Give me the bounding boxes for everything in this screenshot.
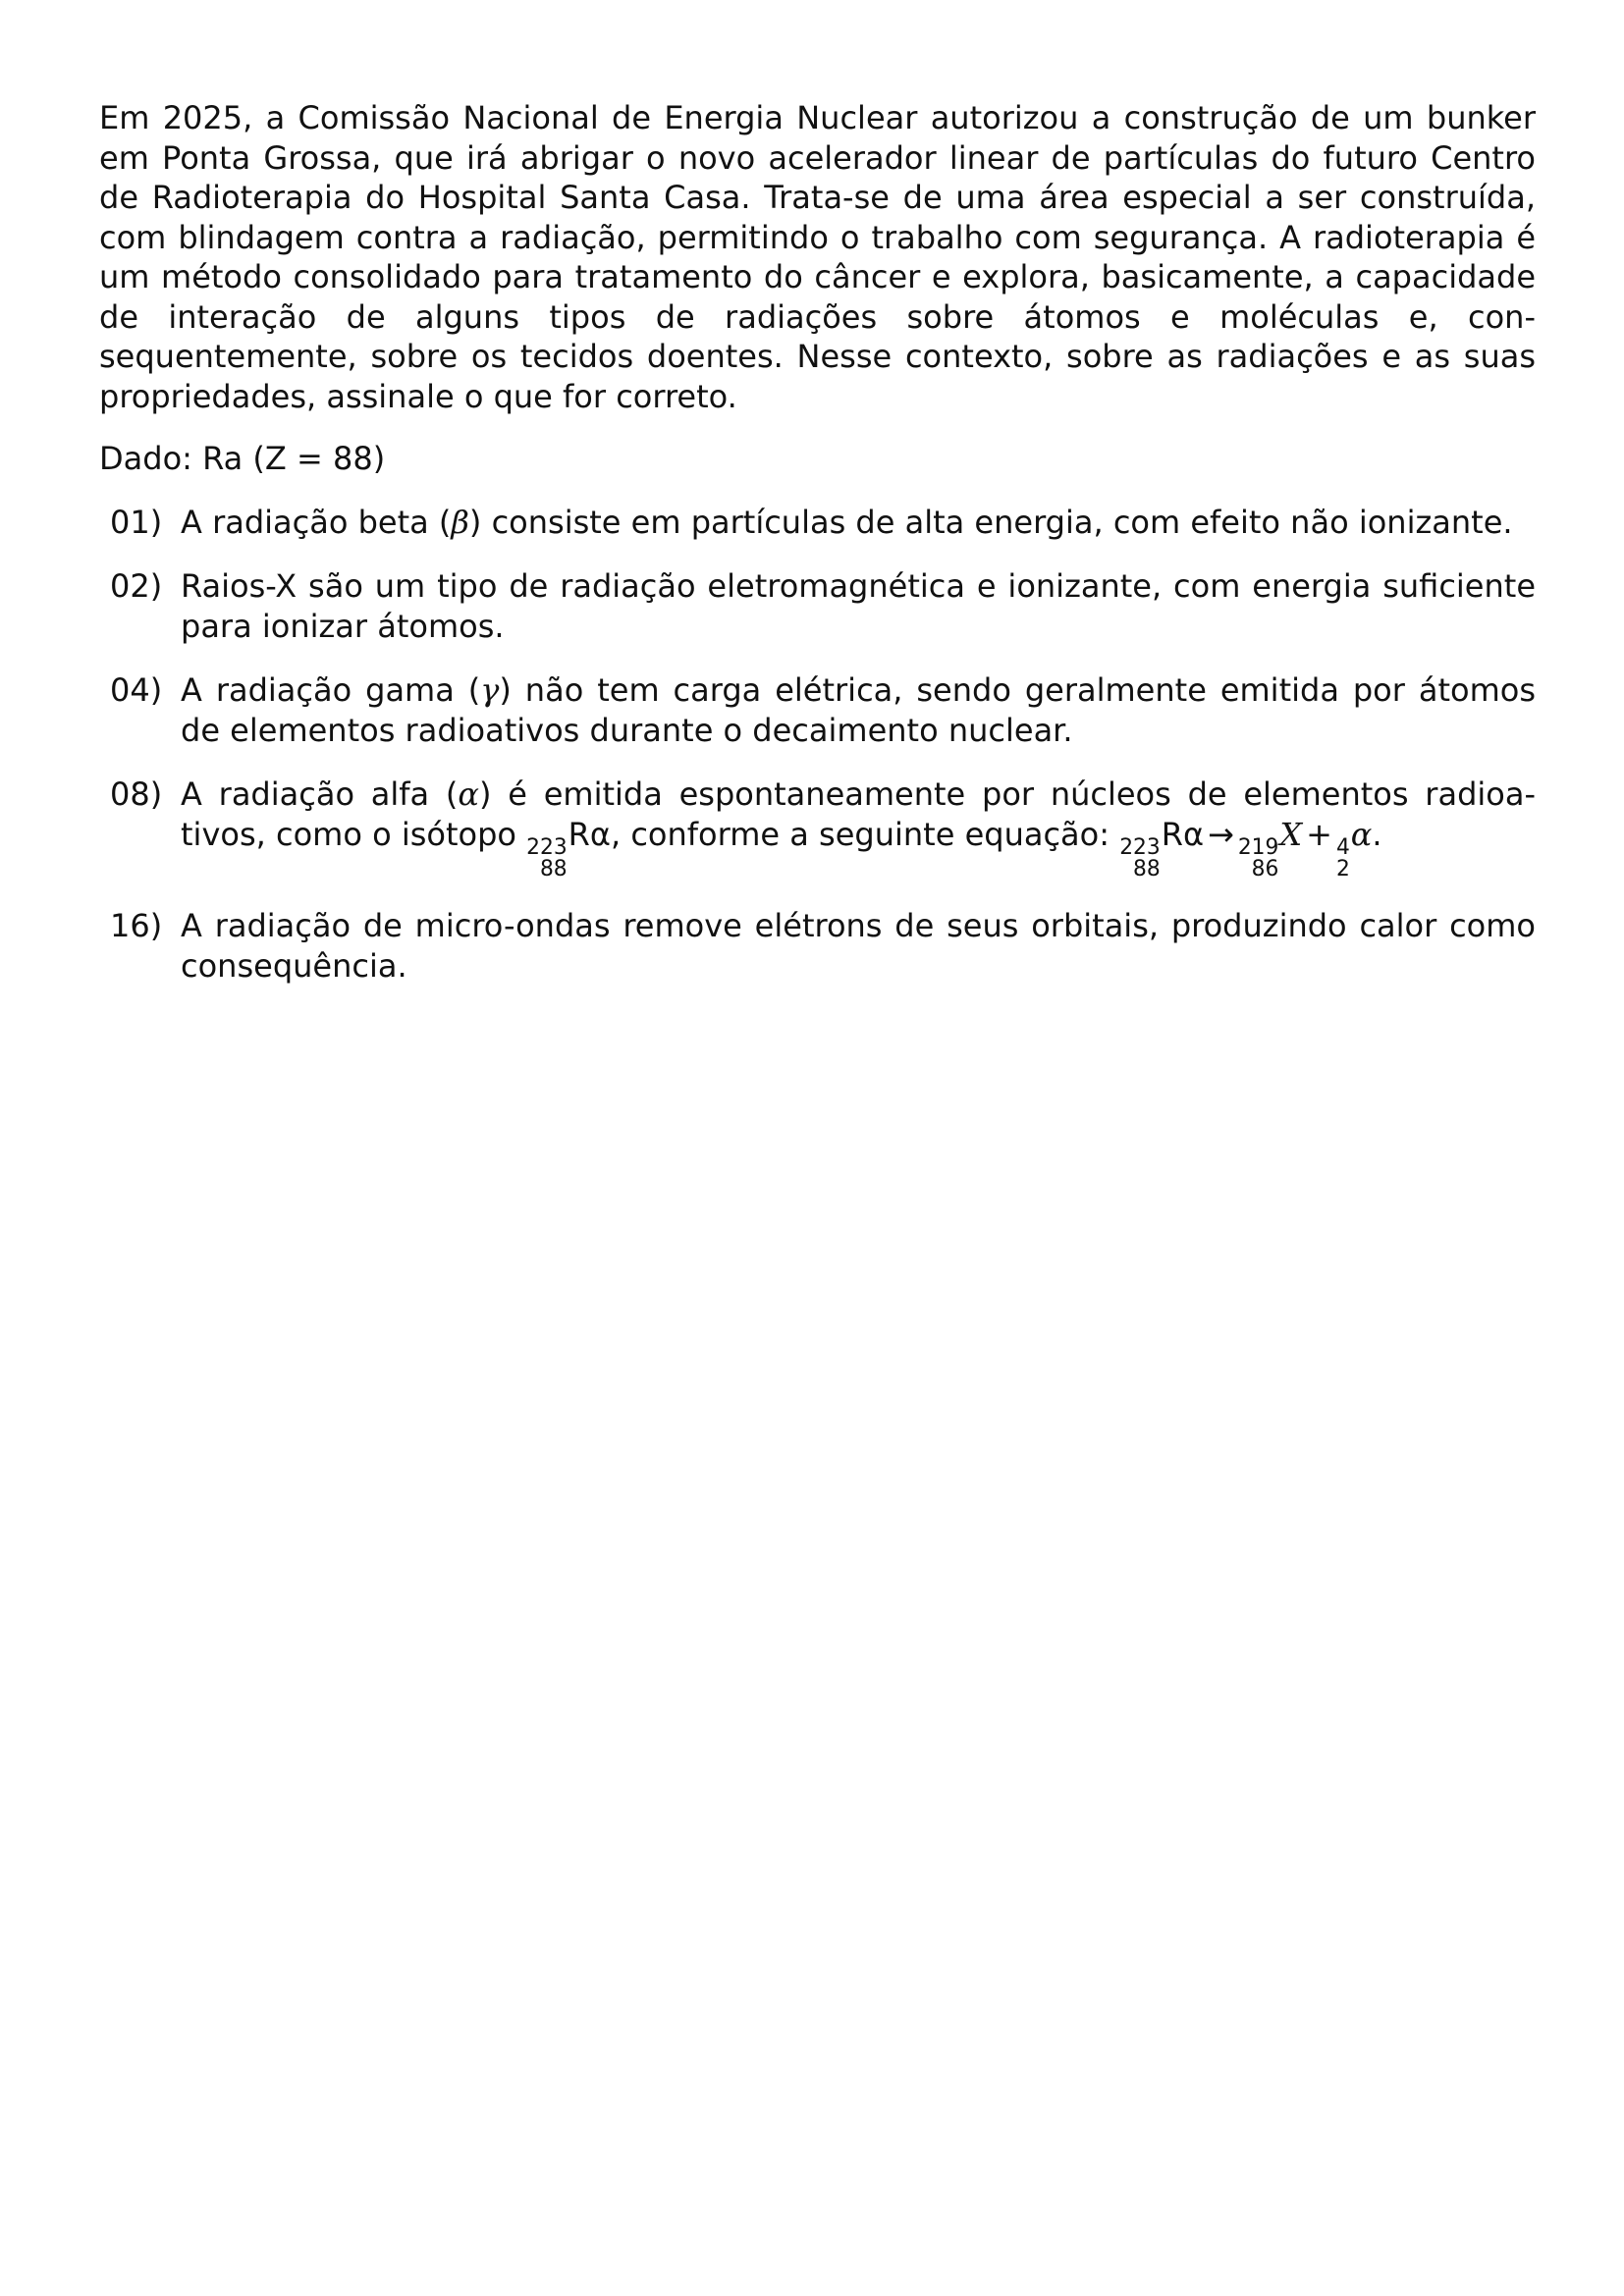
product1-symbol: X: [1279, 815, 1303, 853]
gamma-symbol: γ: [480, 671, 500, 709]
option-text-middle: ) é emitida espontaneamente por núcleos de elementos radioativos, como o isótopo: [181, 775, 1536, 853]
option-text: [181, 503, 1536, 543]
option-text-end: ) não tem carga elétrica, sendo geralmente emitida por átomos de elementos radioativos durante o decaimento nuclear.: [181, 671, 1536, 749]
product1-mass-number: 219: [1237, 834, 1279, 860]
reactant-mass-number: 223: [1119, 834, 1161, 860]
product2-symbol: α: [1350, 815, 1373, 853]
option-number: 04): [110, 671, 163, 709]
product1-atomic-number: 86: [1251, 857, 1279, 882]
reactant-notation: [1119, 834, 1161, 882]
option-04: [99, 670, 1536, 750]
isotope-atomic-number: 88: [539, 857, 568, 882]
isotope-notation: [526, 834, 568, 882]
product2-atomic-number: 2: [1335, 857, 1350, 882]
options-list: [99, 503, 1536, 987]
option-text-before-equation: , conforme a seguinte equação:: [610, 815, 1120, 853]
equation-end: .: [1372, 815, 1382, 853]
reactant-symbol: Rα: [1161, 815, 1205, 853]
isotope-mass-number: 223: [526, 834, 568, 860]
product2-mass-number: 4: [1335, 834, 1350, 860]
option-text-end: ) consiste em partículas de alta energia, com efeito não ionizante.: [468, 503, 1513, 541]
option-text: [181, 670, 1536, 750]
option-number: 16): [110, 907, 163, 945]
option-text-start: A radiação gama (: [181, 671, 481, 709]
isotope-symbol: Rα: [568, 815, 611, 853]
option-text-start: A radiação beta (: [181, 503, 452, 541]
option-number: 01): [110, 503, 163, 541]
option-text: [181, 774, 1536, 881]
option-number: 08): [110, 775, 163, 813]
given-data: Dado: Ra (Z = 88): [99, 440, 386, 477]
beta-symbol: β: [451, 503, 469, 541]
question-page: [99, 98, 1536, 1010]
option-16: [99, 906, 1536, 986]
plus-sign: +: [1306, 815, 1332, 853]
reaction-arrow: →: [1208, 815, 1234, 853]
option-text: A radiação de micro-ondas remove elétrons de seus orbitais, produzindo calor como consequência.: [181, 907, 1536, 985]
option-text-start: A radiação alfa (: [181, 775, 459, 813]
reactant-atomic-number: 88: [1133, 857, 1161, 882]
product1-notation: [1237, 834, 1279, 882]
option-02: [99, 566, 1536, 646]
option-text: Raios-X são um tipo de radiação eletromagnética e ionizante, com energia suficiente para ionizar átomos.: [181, 567, 1536, 645]
option-number: 02): [110, 567, 163, 605]
question-intro: Em 2025, a Comissão Nacional de Energia Nuclear autorizou a construção de um bunker em Ponta Grossa, que irá abrigar o novo acelerador linear de partículas do futuro Centro de Radioterapia do Hospital Santa Casa. Trata-se de uma área especial a ser construída, com blindagem contra a radiação, permitindo o trabalho com segurança. A radioterapia é um método consolidado para tratamento do câncer e explora, basicamente, a capacidade de interação de alguns tipos de radiações sobre átomos e moléculas e, consequentemente, sobre os tecidos doentes. Nesse contexto, sobre as radiações e as suas propriedades, assinale o que for correto.: [99, 99, 1536, 415]
product2-notation: [1335, 834, 1350, 882]
alpha-symbol: α: [458, 775, 480, 813]
option-08: [99, 774, 1536, 881]
option-01: [99, 503, 1536, 543]
